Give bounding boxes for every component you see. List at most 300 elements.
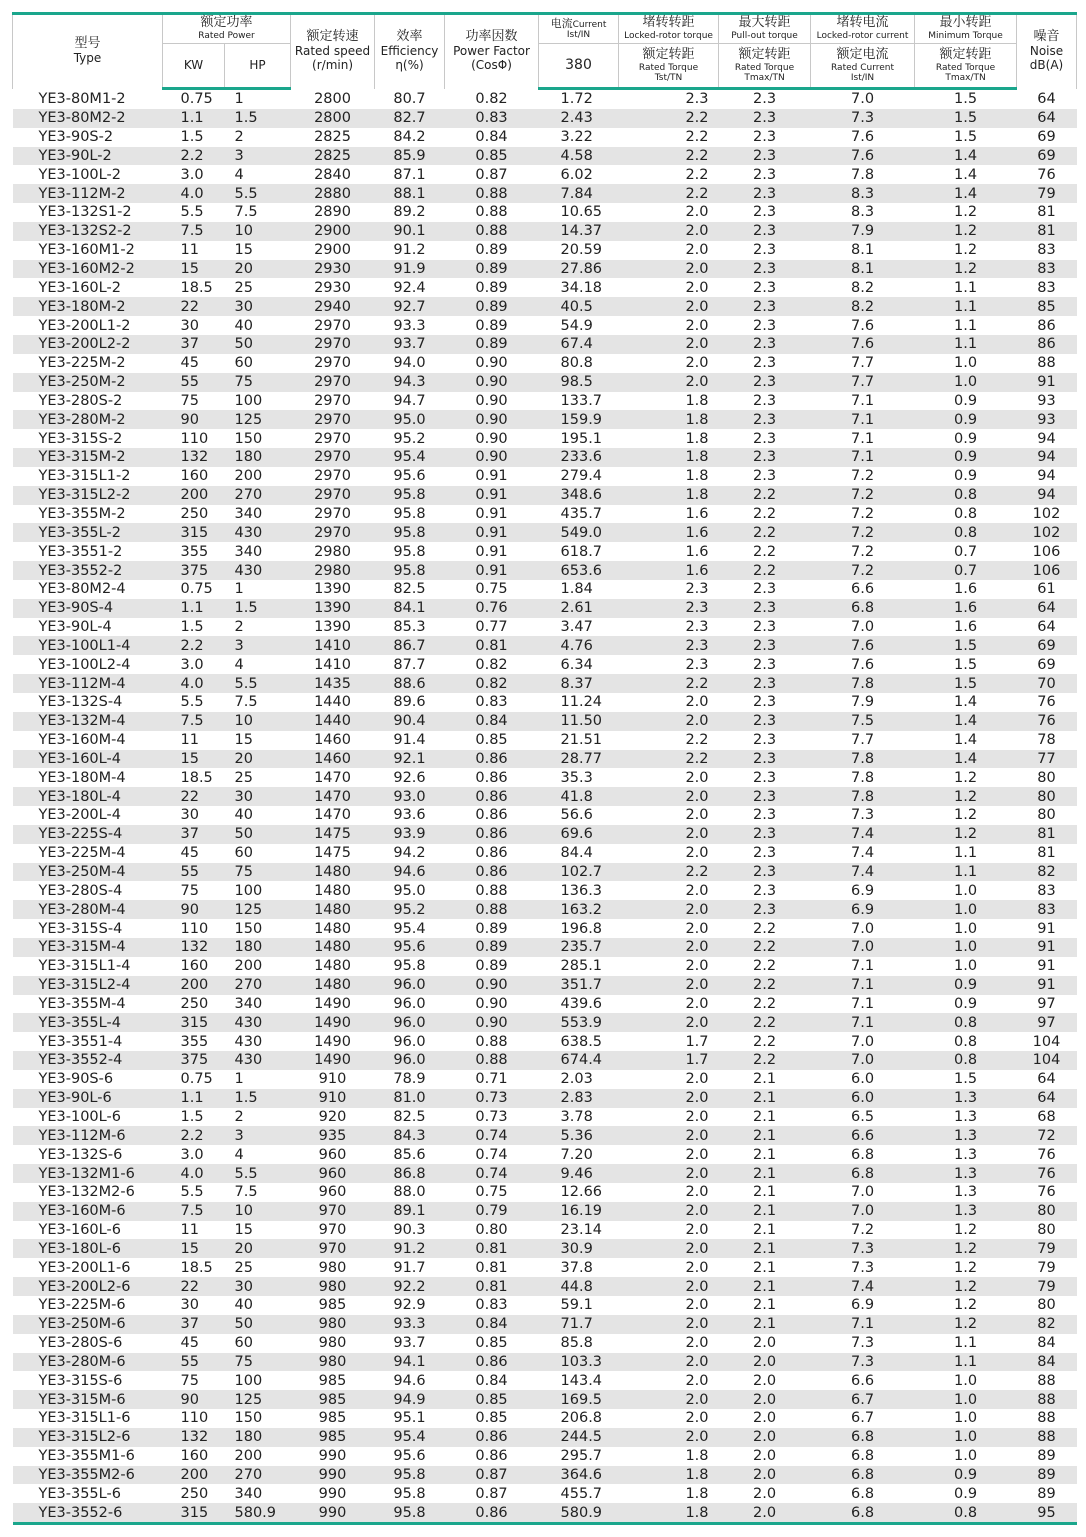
cell-locked-current: 7.0 xyxy=(811,1202,915,1221)
table-row xyxy=(13,165,1077,184)
cell-max-torque: 2.2 xyxy=(752,1033,777,1050)
cell-efficiency: 86.7 xyxy=(375,636,445,655)
cell-locked-current: 6.8 xyxy=(850,1448,875,1465)
cell-noise: 91 xyxy=(1017,373,1077,392)
cell-power-factor: 0.86 xyxy=(475,1448,508,1465)
cell-max-torque: 2.3 xyxy=(719,184,811,203)
cell-current: 28.77 xyxy=(539,750,619,769)
cell-hp: 430 xyxy=(225,561,291,580)
cell-min-torque: 1.0 xyxy=(915,1428,1017,1447)
cell-locked-torque: 2.0 xyxy=(619,1277,719,1296)
cell-hp: 30 xyxy=(225,787,291,806)
cell-min-torque: 1.2 xyxy=(953,1259,978,1276)
table-row xyxy=(13,995,1077,1014)
cell-min-torque: 1.1 xyxy=(915,297,1017,316)
table-row xyxy=(13,938,1077,957)
table-row xyxy=(13,128,1077,147)
cell-hp: 200 xyxy=(234,1448,263,1465)
cell-locked-current: 7.0 xyxy=(850,1033,875,1050)
cell-kw: 75 xyxy=(180,1372,199,1389)
cell-min-torque: 1.0 xyxy=(953,920,978,937)
cell-hp: 15 xyxy=(234,1222,253,1239)
cell-speed: 2800 xyxy=(314,90,351,107)
cell-type: YE3-225S-4 xyxy=(13,825,163,844)
cell-max-torque: 2.2 xyxy=(752,543,777,560)
table-row xyxy=(13,392,1077,411)
cell-max-torque: 2.0 xyxy=(719,1466,811,1485)
cell-kw: 2.2 xyxy=(163,636,225,655)
cell-max-torque: 2.1 xyxy=(719,1202,811,1221)
cell-max-torque: 2.1 xyxy=(719,1126,811,1145)
cell-speed: 1440 xyxy=(291,712,375,731)
cell-power-factor: 0.87 xyxy=(445,1466,539,1485)
cell-efficiency: 92.2 xyxy=(375,1277,445,1296)
cell-power-factor: 0.90 xyxy=(475,995,508,1012)
cell-efficiency: 82.7 xyxy=(375,109,445,128)
cell-type: YE3-280S-4 xyxy=(38,882,123,899)
header-locked-rotor-current: 堵转电流 Locked-rotor current xyxy=(811,14,915,44)
cell-noise: 88 xyxy=(1037,355,1056,372)
cell-power-factor: 0.89 xyxy=(445,297,539,316)
cell-type: YE3-355M1-6 xyxy=(38,1448,135,1465)
cell-efficiency: 94.1 xyxy=(375,1353,445,1372)
cell-min-torque: 1.5 xyxy=(915,674,1017,693)
cell-noise: 80 xyxy=(1037,1222,1056,1239)
cell-current: 285.1 xyxy=(560,958,603,975)
cell-max-torque: 2.3 xyxy=(752,91,777,108)
cell-locked-current: 6.5 xyxy=(850,1108,875,1125)
cell-current: 6.02 xyxy=(560,166,593,183)
header-hp: HP xyxy=(225,44,291,89)
cell-min-torque: 1.3 xyxy=(953,1108,978,1125)
cell-efficiency: 95.8 xyxy=(375,523,445,542)
cell-min-torque: 1.6 xyxy=(953,581,978,598)
cell-speed: 2970 xyxy=(291,486,375,505)
cell-kw: 18.5 xyxy=(180,279,213,296)
cell-kw: 250 xyxy=(180,505,209,522)
cell-hp: 340 xyxy=(234,1485,263,1502)
cell-locked-torque: 2.2 xyxy=(685,129,709,146)
cell-type: YE3-315S-2 xyxy=(38,430,123,447)
cell-locked-current: 6.7 xyxy=(850,1410,875,1427)
cell-speed: 1480 xyxy=(291,938,375,957)
cell-power-factor: 0.86 xyxy=(475,769,508,786)
cell-locked-torque: 2.0 xyxy=(685,242,709,259)
cell-locked-current: 7.0 xyxy=(811,938,915,957)
cell-speed: 1435 xyxy=(291,674,375,693)
cell-speed: 1490 xyxy=(291,1051,375,1070)
cell-type: YE3-80M2-4 xyxy=(38,581,126,598)
table-row xyxy=(13,1428,1077,1447)
cell-hp: 10 xyxy=(225,712,291,731)
cell-locked-torque: 2.0 xyxy=(685,1108,709,1125)
cell-hp: 1.5 xyxy=(225,599,291,618)
cell-locked-torque: 2.0 xyxy=(685,694,709,711)
cell-locked-torque: 2.0 xyxy=(619,938,719,957)
cell-max-torque: 2.3 xyxy=(719,109,811,128)
table-row xyxy=(13,599,1077,618)
cell-min-torque: 1.2 xyxy=(915,787,1017,806)
cell-max-torque: 2.2 xyxy=(719,1013,811,1032)
table-row xyxy=(13,881,1077,900)
cell-type: YE3-200L1-6 xyxy=(38,1259,131,1276)
cell-current: 16.19 xyxy=(539,1202,619,1221)
cell-speed: 2980 xyxy=(291,561,375,580)
cell-speed: 980 xyxy=(291,1353,375,1372)
cell-speed: 2970 xyxy=(314,317,351,334)
cell-locked-torque: 1.8 xyxy=(619,486,719,505)
cell-noise: 82 xyxy=(1017,1315,1077,1334)
cell-hp: 200 xyxy=(234,468,263,485)
cell-min-torque: 1.5 xyxy=(953,656,978,673)
cell-noise: 80 xyxy=(1037,769,1056,786)
cell-type: YE3-90L-6 xyxy=(13,1089,163,1108)
cell-kw: 132 xyxy=(163,448,225,467)
cell-noise: 86 xyxy=(1037,317,1056,334)
cell-max-torque: 2.3 xyxy=(752,204,777,221)
cell-kw: 11 xyxy=(180,732,199,749)
cell-max-torque: 2.3 xyxy=(752,166,777,183)
cell-locked-current: 7.9 xyxy=(811,222,915,241)
cell-efficiency: 95.0 xyxy=(393,882,426,899)
cell-power-factor: 0.88 xyxy=(445,1051,539,1070)
cell-kw: 160 xyxy=(180,1448,209,1465)
table-row xyxy=(13,354,1077,373)
cell-type: YE3-160M1-2 xyxy=(38,242,135,259)
cell-locked-torque: 2.0 xyxy=(685,995,709,1012)
cell-type: YE3-132M1-6 xyxy=(13,1164,163,1183)
cell-max-torque: 2.1 xyxy=(752,1297,777,1314)
cell-current: 14.37 xyxy=(539,222,619,241)
cell-max-torque: 2.3 xyxy=(719,448,811,467)
cell-hp: 7.5 xyxy=(234,204,258,221)
cell-locked-current: 7.1 xyxy=(811,448,915,467)
cell-hp: 3 xyxy=(225,147,291,166)
cell-power-factor: 0.80 xyxy=(475,1222,508,1239)
cell-type: YE3-160L-2 xyxy=(38,279,121,296)
cell-type: YE3-90S-6 xyxy=(38,1071,114,1088)
cell-kw: 7.5 xyxy=(163,712,225,731)
cell-speed: 980 xyxy=(291,1315,375,1334)
cell-hp: 60 xyxy=(234,1335,253,1352)
table-row xyxy=(13,429,1077,448)
table-row xyxy=(13,768,1077,787)
cell-current: 37.8 xyxy=(560,1259,593,1276)
cell-efficiency: 91.2 xyxy=(393,242,426,259)
cell-current: 35.3 xyxy=(560,769,593,786)
cell-speed: 1490 xyxy=(291,1013,375,1032)
cell-power-factor: 0.84 xyxy=(445,712,539,731)
cell-efficiency: 96.0 xyxy=(375,1013,445,1032)
cell-max-torque: 2.3 xyxy=(752,619,777,636)
cell-min-torque: 1.4 xyxy=(915,184,1017,203)
cell-hp: 25 xyxy=(234,279,253,296)
cell-locked-current: 7.0 xyxy=(811,1051,915,1070)
cell-locked-current: 7.0 xyxy=(850,920,875,937)
cell-current: 27.86 xyxy=(539,260,619,279)
table-row xyxy=(13,184,1077,203)
cell-current: 618.7 xyxy=(560,543,603,560)
table-row xyxy=(13,1258,1077,1277)
cell-kw: 160 xyxy=(180,468,209,485)
cell-max-torque: 2.3 xyxy=(719,787,811,806)
cell-efficiency: 92.4 xyxy=(393,279,426,296)
cell-current: 23.14 xyxy=(560,1222,603,1239)
cell-max-torque: 2.3 xyxy=(719,260,811,279)
cell-kw: 5.5 xyxy=(180,204,204,221)
cell-type: YE3-160M2-2 xyxy=(13,260,163,279)
cell-current: 580.9 xyxy=(539,1503,619,1523)
cell-noise: 76 xyxy=(1017,1164,1077,1183)
cell-min-torque: 0.9 xyxy=(953,1485,978,1502)
cell-max-torque: 2.3 xyxy=(752,355,777,372)
cell-power-factor: 0.89 xyxy=(475,317,508,334)
cell-current: 1.72 xyxy=(560,91,593,108)
cell-locked-current: 8.3 xyxy=(850,204,875,221)
cell-power-factor: 0.90 xyxy=(445,448,539,467)
cell-type: YE3-100L-6 xyxy=(38,1108,121,1125)
table-row xyxy=(13,1164,1077,1183)
cell-min-torque: 1.5 xyxy=(953,129,978,146)
cell-max-torque: 2.3 xyxy=(719,373,811,392)
cell-max-torque: 2.1 xyxy=(719,1089,811,1108)
table-row xyxy=(13,222,1077,241)
cell-max-torque: 2.3 xyxy=(752,430,777,447)
cell-current: 159.9 xyxy=(539,410,619,429)
cell-efficiency: 95.2 xyxy=(393,430,426,447)
cell-max-torque: 2.3 xyxy=(752,694,777,711)
cell-min-torque: 0.8 xyxy=(915,523,1017,542)
cell-speed: 2970 xyxy=(291,335,375,354)
cell-speed: 2900 xyxy=(314,242,351,259)
cell-locked-torque: 2.2 xyxy=(619,674,719,693)
cell-max-torque: 2.3 xyxy=(719,147,811,166)
cell-locked-torque: 2.0 xyxy=(619,712,719,731)
cell-noise: 80 xyxy=(1037,807,1056,824)
table-row xyxy=(13,693,1077,712)
cell-hp: 430 xyxy=(225,523,291,542)
cell-kw: 375 xyxy=(163,1051,225,1070)
cell-efficiency: 95.6 xyxy=(393,1448,426,1465)
header-current: 电流Current Ist/IN xyxy=(539,14,619,44)
cell-max-torque: 2.0 xyxy=(752,1448,777,1465)
cell-efficiency: 89.6 xyxy=(393,694,426,711)
cell-max-torque: 2.2 xyxy=(719,976,811,995)
table-row xyxy=(13,957,1077,976)
cell-locked-torque: 2.2 xyxy=(685,732,709,749)
cell-speed: 2970 xyxy=(291,373,375,392)
cell-kw: 315 xyxy=(163,1503,225,1523)
cell-hp: 40 xyxy=(234,807,253,824)
cell-max-torque: 2.3 xyxy=(752,732,777,749)
cell-noise: 64 xyxy=(1017,599,1077,618)
cell-noise: 83 xyxy=(1037,242,1056,259)
cell-kw: 355 xyxy=(180,1033,209,1050)
cell-type: YE3-160L-4 xyxy=(13,750,163,769)
cell-min-torque: 1.2 xyxy=(953,1222,978,1239)
cell-kw: 250 xyxy=(180,995,209,1012)
cell-efficiency: 93.3 xyxy=(393,317,426,334)
cell-min-torque: 1.0 xyxy=(915,1390,1017,1409)
cell-noise: 88 xyxy=(1037,1410,1056,1427)
cell-efficiency: 94.6 xyxy=(375,863,445,882)
cell-power-factor: 0.86 xyxy=(445,1503,539,1523)
cell-noise: 94 xyxy=(1017,486,1077,505)
cell-max-torque: 2.3 xyxy=(752,581,777,598)
cell-current: 244.5 xyxy=(539,1428,619,1447)
cell-max-torque: 2.3 xyxy=(752,656,777,673)
cell-noise: 76 xyxy=(1037,1146,1056,1163)
cell-kw: 11 xyxy=(180,1222,199,1239)
cell-power-factor: 0.87 xyxy=(475,1485,508,1502)
cell-hp: 430 xyxy=(234,1033,263,1050)
cell-noise: 78 xyxy=(1037,732,1056,749)
cell-power-factor: 0.77 xyxy=(475,619,508,636)
cell-hp: 150 xyxy=(234,1410,263,1427)
cell-hp: 4 xyxy=(234,656,244,673)
cell-locked-current: 8.1 xyxy=(850,242,875,259)
cell-hp: 270 xyxy=(225,976,291,995)
cell-locked-current: 6.6 xyxy=(811,1126,915,1145)
cell-current: 11.24 xyxy=(560,694,603,711)
cell-max-torque: 2.3 xyxy=(719,900,811,919)
cell-noise: 89 xyxy=(1037,1485,1056,1502)
cell-current: 674.4 xyxy=(539,1051,619,1070)
cell-current: 351.7 xyxy=(539,976,619,995)
cell-kw: 45 xyxy=(180,355,199,372)
cell-type: YE3-315M-4 xyxy=(13,938,163,957)
cell-locked-torque: 2.0 xyxy=(619,335,719,354)
cell-kw: 30 xyxy=(180,807,199,824)
cell-min-torque: 1.2 xyxy=(953,204,978,221)
cell-kw: 4.0 xyxy=(163,674,225,693)
cell-noise: 79 xyxy=(1017,1239,1077,1258)
cell-noise: 61 xyxy=(1037,581,1056,598)
cell-efficiency: 93.6 xyxy=(393,807,426,824)
cell-kw: 160 xyxy=(180,958,209,975)
cell-noise: 80 xyxy=(1017,1202,1077,1221)
cell-efficiency: 95.0 xyxy=(375,410,445,429)
cell-locked-torque: 2.0 xyxy=(619,1390,719,1409)
cell-power-factor: 0.85 xyxy=(475,732,508,749)
cell-locked-torque: 2.0 xyxy=(619,1239,719,1258)
cell-locked-torque: 2.0 xyxy=(685,279,709,296)
table-row xyxy=(13,655,1077,674)
cell-speed: 1390 xyxy=(291,599,375,618)
cell-kw: 0.75 xyxy=(180,581,213,598)
cell-locked-current: 7.1 xyxy=(811,410,915,429)
cell-kw: 4.0 xyxy=(163,1164,225,1183)
cell-current: 3.47 xyxy=(560,619,593,636)
cell-type: YE3-225M-6 xyxy=(38,1297,126,1314)
cell-current: 143.4 xyxy=(560,1372,603,1389)
cell-max-torque: 2.3 xyxy=(752,807,777,824)
cell-min-torque: 1.2 xyxy=(915,1239,1017,1258)
cell-locked-current: 7.6 xyxy=(850,317,875,334)
cell-speed: 1390 xyxy=(314,581,351,598)
cell-power-factor: 0.89 xyxy=(475,242,508,259)
cell-current: 84.4 xyxy=(560,845,593,862)
cell-min-torque: 1.1 xyxy=(953,279,978,296)
cell-locked-current: 7.2 xyxy=(850,543,875,560)
cell-hp: 20 xyxy=(225,750,291,769)
cell-power-factor: 0.81 xyxy=(445,1239,539,1258)
cell-speed: 985 xyxy=(318,1410,347,1427)
cell-hp: 10 xyxy=(225,222,291,241)
cell-type: YE3-3551-2 xyxy=(38,543,123,560)
cell-kw: 30 xyxy=(180,317,199,334)
cell-hp: 340 xyxy=(234,505,263,522)
cell-efficiency: 87.1 xyxy=(393,166,426,183)
cell-locked-torque: 1.8 xyxy=(619,1503,719,1523)
cell-kw: 4.0 xyxy=(163,184,225,203)
cell-hp: 15 xyxy=(234,732,253,749)
cell-speed: 2970 xyxy=(291,410,375,429)
cell-max-torque: 2.1 xyxy=(752,1146,777,1163)
table-row xyxy=(13,523,1077,542)
cell-efficiency: 86.8 xyxy=(375,1164,445,1183)
cell-kw: 55 xyxy=(163,863,225,882)
cell-type: YE3-80M1-2 xyxy=(38,90,126,107)
cell-locked-current: 6.9 xyxy=(850,1297,875,1314)
cell-locked-current: 7.2 xyxy=(850,505,875,522)
cell-efficiency: 95.4 xyxy=(375,448,445,467)
cell-locked-current: 7.2 xyxy=(811,486,915,505)
cell-noise: 102 xyxy=(1017,523,1077,542)
cell-power-factor: 0.88 xyxy=(475,882,508,899)
cell-min-torque: 1.3 xyxy=(915,1164,1017,1183)
cell-hp: 60 xyxy=(234,355,253,372)
cell-speed: 980 xyxy=(318,1259,347,1276)
table-row xyxy=(13,203,1077,222)
table-row xyxy=(13,1296,1077,1315)
cell-hp: 75 xyxy=(225,863,291,882)
cell-power-factor: 0.90 xyxy=(445,373,539,392)
cell-type: YE3-355L-2 xyxy=(13,523,163,542)
cell-locked-torque: 2.0 xyxy=(685,355,709,372)
cell-speed: 1440 xyxy=(314,694,351,711)
cell-max-torque: 2.1 xyxy=(719,1277,811,1296)
cell-type: YE3-100L1-4 xyxy=(13,636,163,655)
table-row xyxy=(13,919,1077,938)
cell-max-torque: 2.0 xyxy=(752,1335,777,1352)
cell-locked-torque: 2.2 xyxy=(619,863,719,882)
cell-min-torque: 1.3 xyxy=(953,1146,978,1163)
cell-locked-torque: 2.0 xyxy=(619,976,719,995)
cell-locked-current: 8.3 xyxy=(811,184,915,203)
cell-min-torque: 0.9 xyxy=(915,410,1017,429)
cell-kw: 7.5 xyxy=(163,1202,225,1221)
cell-kw: 250 xyxy=(180,1485,209,1502)
cell-max-torque: 2.1 xyxy=(752,1222,777,1239)
cell-noise: 94 xyxy=(1037,468,1056,485)
cell-min-torque: 1.0 xyxy=(953,1410,978,1427)
cell-locked-current: 7.6 xyxy=(811,147,915,166)
cell-current: 2.61 xyxy=(539,599,619,618)
cell-max-torque: 2.0 xyxy=(752,1485,777,1502)
cell-min-torque: 1.5 xyxy=(915,109,1017,128)
cell-min-torque: 1.4 xyxy=(953,166,978,183)
cell-power-factor: 0.90 xyxy=(475,430,508,447)
cell-speed: 1475 xyxy=(314,845,351,862)
cell-kw: 30 xyxy=(180,1297,199,1314)
cell-locked-current: 7.6 xyxy=(850,129,875,146)
cell-kw: 1.5 xyxy=(180,1108,204,1125)
cell-noise: 79 xyxy=(1037,1259,1056,1276)
cell-efficiency: 94.2 xyxy=(393,845,426,862)
cell-kw: 37 xyxy=(163,825,225,844)
cell-speed: 960 xyxy=(318,1146,347,1163)
